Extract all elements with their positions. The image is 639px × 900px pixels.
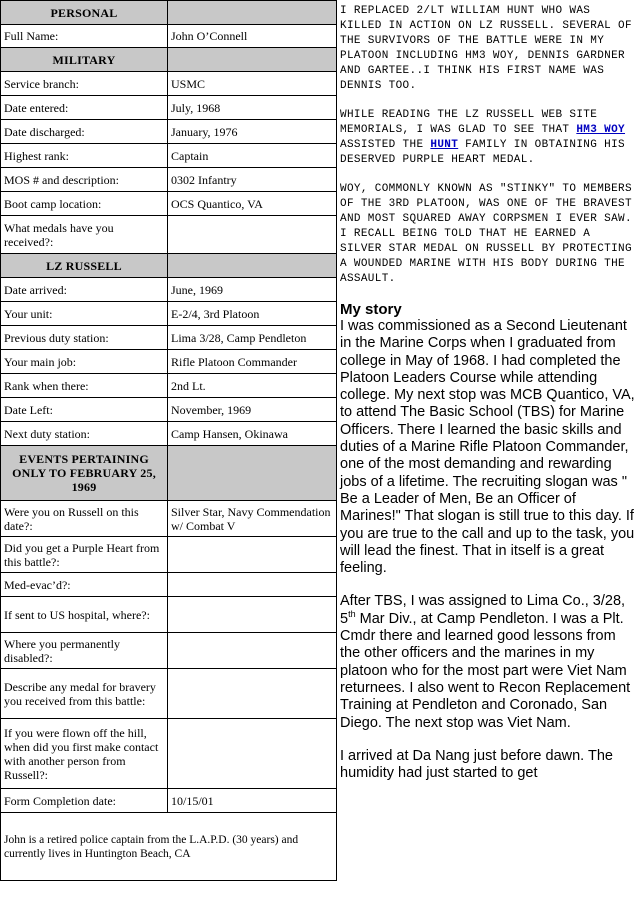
section-header-blank bbox=[168, 48, 337, 72]
field-value: July, 1968 bbox=[168, 96, 337, 120]
form-row bbox=[1, 120, 337, 144]
field-label: Your main job: bbox=[1, 350, 168, 374]
field-value bbox=[168, 719, 337, 789]
section-header-row bbox=[1, 254, 337, 278]
form-row bbox=[1, 350, 337, 374]
form-row bbox=[1, 326, 337, 350]
field-label: Where you permanently disabled?: bbox=[1, 633, 168, 669]
section-header-row bbox=[1, 446, 337, 501]
field-label: Next duty station: bbox=[1, 422, 168, 446]
field-value: John O’Connell bbox=[168, 25, 337, 48]
form-row bbox=[1, 96, 337, 120]
field-value bbox=[168, 537, 337, 573]
field-value bbox=[168, 597, 337, 633]
woy-paragraph: WOY, COMMONLY KNOWN AS "STINKY" TO MEMBERS OF THE 3RD PLATOON, WAS ONE OF THE BRAVEST AND MOST SQUARED AWAY CORPSMEN I EVER SAW. I RECALL BEING TOLD THAT HE EARNED A SILVER STAR MEDAL ON RUSSELL BY PROTECTING A WOUNDED MARINE WITH HIS BODY DURING THE ASSAULT. bbox=[340, 183, 632, 285]
footer-note: John is a retired police captain from the L.A.P.D. (30 years) and currently lives in Huntington Beach, CA bbox=[1, 813, 337, 881]
form-row bbox=[1, 302, 337, 326]
section-header-row bbox=[1, 1, 337, 25]
field-label: Were you on Russell on this date?: bbox=[1, 501, 168, 537]
field-label: MOS # and description: bbox=[1, 168, 168, 192]
field-value: 10/15/01 bbox=[168, 789, 337, 813]
field-label: Previous duty station: bbox=[1, 326, 168, 350]
hunt-link[interactable]: HUNT bbox=[430, 139, 459, 151]
field-label: Service branch: bbox=[1, 72, 168, 96]
field-label: Boot camp location: bbox=[1, 192, 168, 216]
form-row bbox=[1, 537, 337, 573]
section-header-row bbox=[1, 48, 337, 72]
field-label: Did you get a Purple Heart from this battle?: bbox=[1, 537, 168, 573]
form-row bbox=[1, 398, 337, 422]
memorial-text-3: FAMILY IN OBTAINING HIS DESERVED PURPLE HEART MEDAL. bbox=[340, 139, 626, 166]
section-header: LZ RUSSELL bbox=[1, 254, 168, 278]
field-value bbox=[168, 633, 337, 669]
form-row bbox=[1, 597, 337, 633]
field-value: Rifle Platoon Commander bbox=[168, 350, 337, 374]
right-column bbox=[340, 4, 636, 798]
replacement-paragraph: I REPLACED 2/LT WILLIAM HUNT WHO WAS KILLED IN ACTION ON LZ RUSSELL. SEVERAL OF THE SURVIVORS OF THE BATTLE WERE IN MY PLATOON INCLUDING HM3 WOY, DENNIS GARDNER AND GARTEE..I THINK HIS FIRST NAME WAS DENNIS TOO. bbox=[340, 5, 632, 92]
story-2-text-a: After TBS, I was assigned to Lima Co., 3/28, 5 bbox=[340, 593, 626, 627]
section-header-blank bbox=[168, 446, 337, 501]
field-label: Date entered: bbox=[1, 96, 168, 120]
memorial-text-2: ASSISTED THE bbox=[340, 139, 431, 151]
form-row bbox=[1, 669, 337, 719]
field-label: If you were flown off the hill, when did you first make contact with another person from Russell?: bbox=[1, 719, 168, 789]
field-value: Captain bbox=[168, 144, 337, 168]
form-row bbox=[1, 216, 337, 254]
form-row bbox=[1, 789, 337, 813]
field-value: June, 1969 bbox=[168, 278, 337, 302]
form-row bbox=[1, 278, 337, 302]
field-label: Highest rank: bbox=[1, 144, 168, 168]
field-value bbox=[168, 669, 337, 719]
memorial-paragraph bbox=[340, 108, 636, 168]
story-paragraph-3: I arrived at Da Nang just before dawn. The humidity had just started to get bbox=[340, 747, 613, 782]
story-heading: My story bbox=[340, 301, 402, 318]
field-label: If sent to US hospital, where?: bbox=[1, 597, 168, 633]
field-value: USMC bbox=[168, 72, 337, 96]
memorial-text-1: WHILE READING THE LZ RUSSELL WEB SITE MEMORIALS, I WAS GLAD TO SEE THAT bbox=[340, 109, 598, 136]
form-row bbox=[1, 144, 337, 168]
field-label: Date arrived: bbox=[1, 278, 168, 302]
field-label: What medals have you received?: bbox=[1, 216, 168, 254]
form-row bbox=[1, 25, 337, 48]
field-label: Med-evac’d?: bbox=[1, 573, 168, 597]
story-2-text-b: Mar Div., at Camp Pendleton. I was a Plt. Cmdr there and learned good lessons from the other officers and the marines in my platoon who for the most part were Viet Nam returnees. I also went to Recon Replacement Training at Pendleton and Coronado, San Diego. The next stop was Viet Nam. bbox=[340, 610, 631, 731]
field-value: Silver Star, Navy Commendation w/ Combat V bbox=[168, 501, 337, 537]
section-header-blank bbox=[168, 1, 337, 25]
form-row bbox=[1, 633, 337, 669]
field-value bbox=[168, 216, 337, 254]
story-paragraph-1: I was commissioned as a Second Lieutenant in the Marine Corps when I graduated from college in May of 1968. I had completed the Platoon Leaders Course while attending college. My next stop was MCB Quantico, VA, to attend The Basic School (TBS) for Marine Officers. There I learned the basic skills and duties of a Marine Rifle Platoon Commander, one of the most demanding and rewarding jobs of a lifetime. The recruiting slogan was " Be a Leader of Men, Be an Officer of Marines!" That slogan is still true to this day. If you are true to the call and up to the task, you will lead the finest. That in itself is a great feeling. bbox=[340, 318, 635, 577]
field-value: Camp Hansen, Okinawa bbox=[168, 422, 337, 446]
story-2-superscript: th bbox=[348, 608, 356, 619]
field-label: Date discharged: bbox=[1, 120, 168, 144]
section-header-blank bbox=[168, 254, 337, 278]
form-row bbox=[1, 374, 337, 398]
form-row bbox=[1, 573, 337, 597]
field-label: Date Left: bbox=[1, 398, 168, 422]
field-value: E-2/4, 3rd Platoon bbox=[168, 302, 337, 326]
section-header: PERSONAL bbox=[1, 1, 168, 25]
hm3-woy-link[interactable]: HM3 WOY bbox=[576, 124, 626, 136]
field-value: 2nd Lt. bbox=[168, 374, 337, 398]
field-label: Describe any medal for bravery you received from this battle: bbox=[1, 669, 168, 719]
form-row bbox=[1, 501, 337, 537]
form-row bbox=[1, 168, 337, 192]
section-header: EVENTS PERTAINING ONLY TO FEBRUARY 25, 1969 bbox=[1, 446, 168, 501]
field-value: Lima 3/28, Camp Pendleton bbox=[168, 326, 337, 350]
field-label: Your unit: bbox=[1, 302, 168, 326]
field-value: January, 1976 bbox=[168, 120, 337, 144]
field-value: 0302 Infantry bbox=[168, 168, 337, 192]
field-label: Full Name: bbox=[1, 25, 168, 48]
form-row bbox=[1, 422, 337, 446]
form-row bbox=[1, 192, 337, 216]
field-label: Rank when there: bbox=[1, 374, 168, 398]
story-paragraph-2 bbox=[340, 593, 636, 731]
section-header: MILITARY bbox=[1, 48, 168, 72]
field-value: OCS Quantico, VA bbox=[168, 192, 337, 216]
footer-row bbox=[1, 813, 337, 881]
form-row bbox=[1, 72, 337, 96]
field-value: November, 1969 bbox=[168, 398, 337, 422]
field-label: Form Completion date: bbox=[1, 789, 168, 813]
field-value bbox=[168, 573, 337, 597]
form-row bbox=[1, 719, 337, 789]
